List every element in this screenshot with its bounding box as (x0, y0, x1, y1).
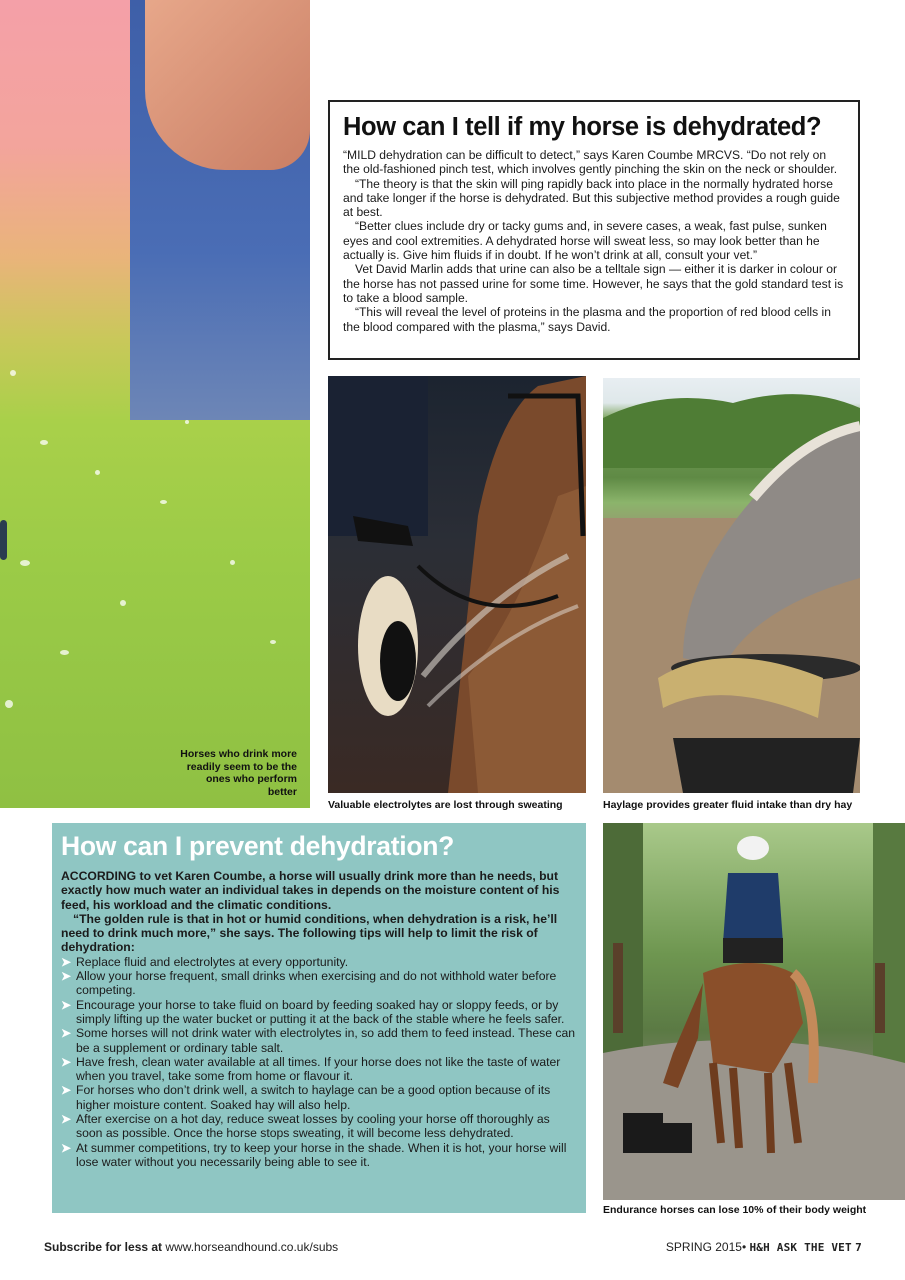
page-footer-info (666, 1240, 862, 1254)
sweating-caption: Valuable electrolytes are lost through sweating (328, 799, 563, 811)
subscribe-link[interactable]: www.horseandhound.co.uk/subs (165, 1240, 339, 1254)
dehydration-paragraph: “MILD dehydration can be difficult to detect,” says Karen Coumbe MRCVS. “Do not rely on the old-fashioned pinch test, which involves gently pinching the skin on the neck or shoulder. (343, 148, 838, 177)
arrow-icon: ➤ (61, 1083, 72, 1098)
water-droplet (185, 420, 189, 424)
prevent-dehydration-title: How can I prevent dehydration? (61, 831, 454, 861)
tip-item (61, 955, 576, 969)
dehydration-paragraph: “This will reveal the level of proteins in the plasma and the proportion of red blood cells in the blood compared with the plasma,” says David. (343, 305, 831, 334)
tip-item (61, 1112, 576, 1141)
water-droplet (5, 700, 13, 708)
tip-text: After exercise on a hot day, reduce sweat losses by cooling your horse off thoroughly as soon as possible. Once the horse stops sweating, it will become less dehydrated. (76, 1112, 550, 1141)
tip-text: Some horses will not drink water with electrolytes in, so add them to feed instead. These can be a supplement or ordinary table salt. (76, 1026, 576, 1055)
dehydration-paragraph: “Better clues include dry or tacky gums and, in severe cases, a weak, fast pulse, sunken eyes and cool extremities. A dehydrated horse will sweat less, so may look better than he actually is. Give him fluids if in doubt. If he won’t drink at all, consult your vet.” (343, 219, 827, 263)
water-droplet (160, 500, 167, 504)
water-droplet (60, 650, 69, 655)
water-droplet (40, 440, 48, 445)
tip-text: For horses who don’t drink well, a switch to haylage can be a good option because of its higher moisture content. Soaked hay will also help. (76, 1083, 551, 1112)
subscribe-footer (44, 1240, 338, 1254)
subscribe-label: Subscribe for less at (44, 1240, 163, 1254)
prevent-intro: ACCORDING to vet Karen Coumbe, a horse will usually drink more than he needs, but exactly how much water an individual takes in depends on the moisture content of his feed, his workload and the climatic conditions. (61, 869, 560, 912)
arrow-icon: ➤ (61, 954, 72, 969)
water-droplet (20, 560, 30, 566)
water-droplet (230, 560, 235, 565)
arrow-icon: ➤ (61, 1026, 72, 1041)
arrow-icon: ➤ (61, 997, 72, 1012)
arrow-icon: ➤ (61, 1112, 72, 1127)
haylage-horse-photo (603, 378, 860, 793)
tip-text: Encourage your horse to take fluid on board by feeding soaked hay or sloppy feeds, or by simply lifting up the water bucket or putting it at the back of the stable where he feels safer. (76, 997, 565, 1026)
magazine-name: H&H ASK THE VET (749, 1241, 852, 1254)
tip-item (61, 1026, 576, 1055)
hero-face-detail (145, 0, 310, 170)
tips-list (61, 955, 576, 1169)
arrow-icon: ➤ (61, 969, 72, 984)
water-droplet (120, 600, 126, 606)
dehydration-signs-box (328, 100, 860, 360)
issue-label: SPRING 2015 (665, 1240, 742, 1254)
tip-item (61, 1083, 576, 1112)
dehydration-signs-title: How can I tell if my horse is dehydrated? (343, 113, 822, 141)
endurance-horse-illustration (603, 823, 905, 1200)
footer-separator: • (741, 1240, 747, 1254)
dehydration-paragraph: Vet David Marlin adds that urine can also be a telltale sign — either it is darker in colour or the horse has not passed urine for some time. However, he says that the gold standard test is to take a blood sample. (343, 262, 844, 305)
sweating-horse-photo (328, 376, 586, 793)
water-droplet (10, 370, 16, 376)
prevent-dehydration-box (52, 823, 586, 1213)
tip-item (61, 1055, 576, 1084)
tip-text: Allow your horse frequent, small drinks when exercising and do not withhold water before competing. (76, 969, 557, 998)
sweating-horse-illustration (328, 376, 586, 793)
tip-text: Have fresh, clean water available at all times. If your horse does not like the taste of water when you travel, take some from home or flavour it. (76, 1054, 561, 1084)
bucket-edge (0, 520, 7, 560)
water-droplet (270, 640, 276, 644)
tip-text: Replace fluid and electrolytes at every opportunity. (76, 954, 349, 969)
arrow-icon: ➤ (61, 1140, 72, 1155)
haylage-horse-illustration (603, 378, 860, 793)
water-droplet (95, 470, 100, 475)
tip-item (61, 998, 576, 1027)
hero-photo (0, 0, 310, 808)
tip-item (61, 1141, 576, 1170)
hero-caption: Horses who drink more readily seem to be the ones who perform better (180, 748, 297, 798)
prevent-intro-quote: “The golden rule is that in hot or humid conditions, when dehydration is a risk, he’ll need to drink much more,” she says. The following tips will help to limit the risk of dehydration: (61, 911, 558, 955)
page-number: 7 (855, 1241, 862, 1254)
tip-text: At summer competitions, try to keep your horse in the shade. When it is hot, your horse will lose water without you necessarily being able to see it. (76, 1140, 567, 1169)
dehydration-paragraph: “The theory is that the skin will ping rapidly back into place in the normally hydrated horse and take longer if the horse is dehydrated. But this subjective method provides a rough guide at best. (343, 176, 840, 220)
tip-item (61, 969, 576, 998)
endurance-horse-photo (603, 823, 905, 1200)
endurance-caption: Endurance horses can lose 10% of their body weight (603, 1204, 867, 1216)
haylage-caption: Haylage provides greater fluid intake than dry hay (603, 799, 853, 811)
arrow-icon: ➤ (61, 1054, 72, 1069)
